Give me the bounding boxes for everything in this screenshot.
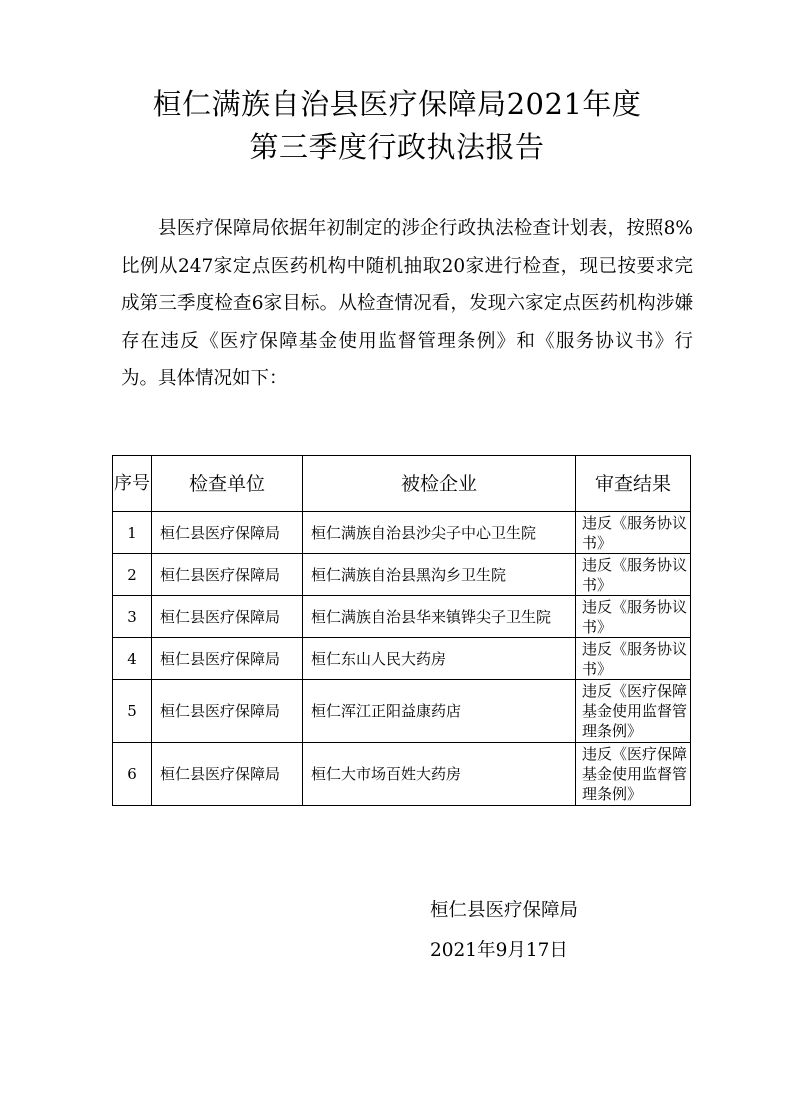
row-result: 违反《医疗保障基金使用监督管理条例》 xyxy=(576,680,691,743)
row-unit: 桓仁县医疗保障局 xyxy=(152,743,303,806)
table-row xyxy=(113,596,691,638)
table-row xyxy=(113,554,691,596)
row-seq: 3 xyxy=(113,596,152,638)
row-unit: 桓仁县医疗保障局 xyxy=(152,680,303,743)
signature-date: 2021年9月17日 xyxy=(430,940,568,961)
table-row xyxy=(113,512,691,554)
row-seq: 1 xyxy=(113,512,152,554)
table-row xyxy=(113,638,691,680)
signature-organization: 桓仁县医疗保障局 xyxy=(430,900,579,921)
report-title-line-1: 桓仁满族自治县医疗保障局2021年度 xyxy=(152,87,642,121)
row-enterprise: 桓仁满族自治县华来镇铧尖子卫生院 xyxy=(303,596,576,638)
table-row xyxy=(113,743,691,806)
row-enterprise: 桓仁满族自治县沙尖子中心卫生院 xyxy=(303,512,576,554)
row-result: 违反《服务协议书》 xyxy=(576,554,691,596)
report-body-paragraph: 县医疗保障局依据年初制定的涉企行政执法检查计划表，按照8%比例从247家定点医药机构中随机抽取20家进行检查，现已按要求完成第三季度检查6家目标。从检查情况看，发现六家定点医药机构涉嫌存在违反《医疗保障基金使用监督管理条例》和《服务协议书》行为。具体情况如下： xyxy=(121,218,693,389)
row-seq: 5 xyxy=(113,680,152,743)
row-result: 违反《医疗保障基金使用监督管理条例》 xyxy=(576,743,691,806)
table-header-row xyxy=(113,456,691,512)
row-unit: 桓仁县医疗保障局 xyxy=(152,638,303,680)
row-seq: 6 xyxy=(113,743,152,806)
row-seq: 4 xyxy=(113,638,152,680)
row-enterprise: 桓仁浑江正阳益康药店 xyxy=(303,680,576,743)
header-inspecting-unit: 检查单位 xyxy=(152,456,303,512)
header-inspected-enterprise: 被检企业 xyxy=(303,456,576,512)
row-unit: 桓仁县医疗保障局 xyxy=(152,512,303,554)
row-unit: 桓仁县医疗保障局 xyxy=(152,554,303,596)
row-enterprise: 桓仁满族自治县黑沟乡卫生院 xyxy=(303,554,576,596)
row-seq: 2 xyxy=(113,554,152,596)
row-result: 违反《服务协议书》 xyxy=(576,512,691,554)
row-unit: 桓仁县医疗保障局 xyxy=(152,596,303,638)
row-enterprise: 桓仁东山人民大药房 xyxy=(303,638,576,680)
table-row xyxy=(113,680,691,743)
row-result: 违反《服务协议书》 xyxy=(576,638,691,680)
report-title-line-2: 第三季度行政执法报告 xyxy=(249,130,545,164)
row-result: 违反《服务协议书》 xyxy=(576,596,691,638)
header-review-result: 审查结果 xyxy=(576,456,691,512)
inspection-results-table xyxy=(112,455,691,806)
row-enterprise: 桓仁大市场百姓大药房 xyxy=(303,743,576,806)
header-seq: 序号 xyxy=(113,456,152,512)
